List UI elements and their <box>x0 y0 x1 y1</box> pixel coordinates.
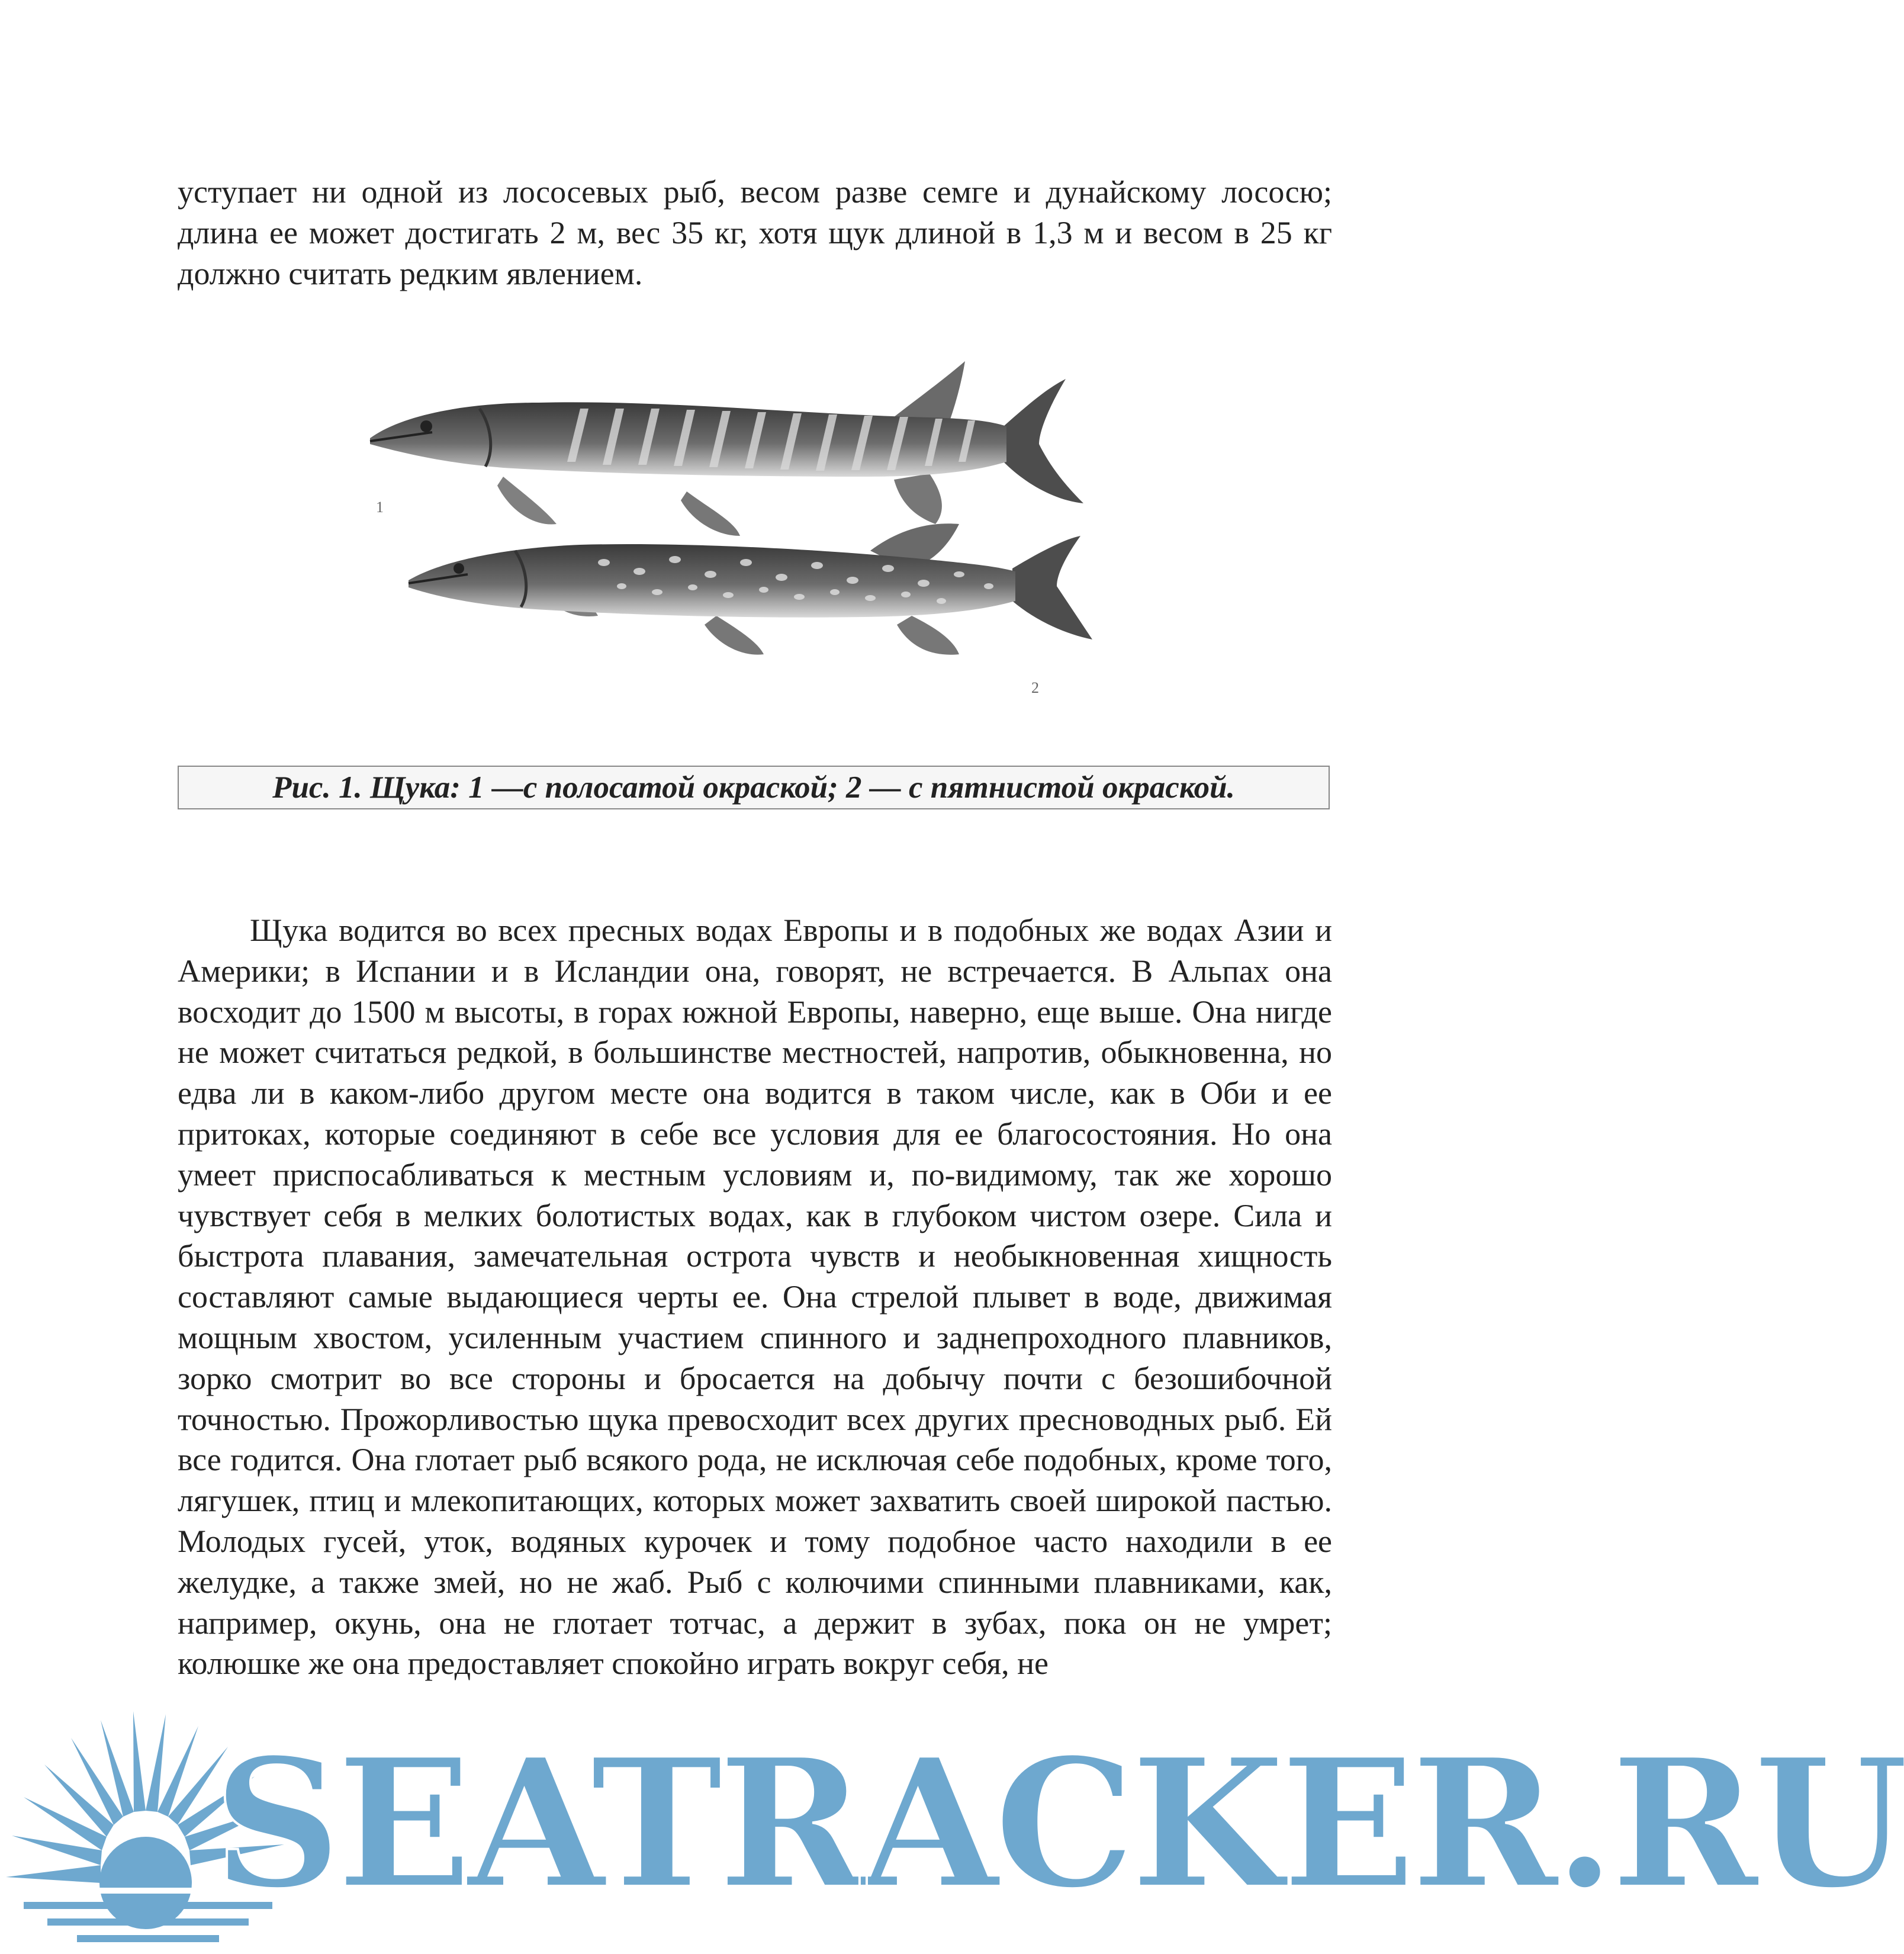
pike-illustration <box>332 332 1172 722</box>
paragraph-main: Щука водится во всех пресных водах Европы и в подобных же водах Азии и Америки; в Испании и в Исландии она, говорят, не встречается. В Альпах она восходит до 1500 м высоты, в горах южной Европы, наверно, еще выше. Она нигде не может считаться редкой, в большинстве местностей, напротив, обыкновенна, но едва ли в каком-либо другом месте она водится в таком числе, как в Оби и ее притоках, которые соединяют в себе все условия для ее благосостояния. Но она умеет приспосабливаться к местным условиям и, по-видимому, так же хорошо чувствует себя в мелких болотистых водах, как в глубоком чистом озере. Сила и быстрота плавания, замечательная острота чувств и необыкновенная хищность составляют самые выдающиеся черты ее. Она стрелой плывет в воде, движимая мощным хвостом, усиленным участием спинного и заднепроходного плавников, зорко смотрит во все стороны и бросается на добычу почти с безошибочной точностью. Прожорливостью щука превосходит всех других пресноводных рыб. Ей все годится. Она глотает рыб всякого рода, не исключая себе подобных, кроме того, лягушек, птиц и млекопитающих, которых может захватить своей широкой пастью. Молодых гусей, уток, водяных курочек и тому подобное часто находили в ее желудке, а также змей, но не жаб. Рыб с колючими спинными плавниками, как, например, окунь, она не глотает тотчас, а держит в зубах, пока он не умрет; колюшке же она предоставляет спокойно играть вокруг себя, не <box>178 912 1332 1682</box>
figure-label-2: 2 <box>1031 679 1039 696</box>
watermark-text: SEATRACKER.RU <box>213 1719 1904 1928</box>
figure-label-1: 1 <box>376 499 384 516</box>
paragraph-top: уступает ни одной из лососевых рыб, весом разве семге и дунайскому лососю; длина ее может достигать 2 м, вес 35 кг, хотя щук длиной в 1,3 м и весом в 25 кг должно считать редким явлением. <box>178 174 1332 291</box>
striped-pike-image <box>370 361 1083 536</box>
spotted-pike-image <box>409 523 1092 696</box>
figure-caption: Рис. 1. Щука: 1 —с полосатой окраской; 2 — с пятнистой окраской. <box>178 766 1330 809</box>
